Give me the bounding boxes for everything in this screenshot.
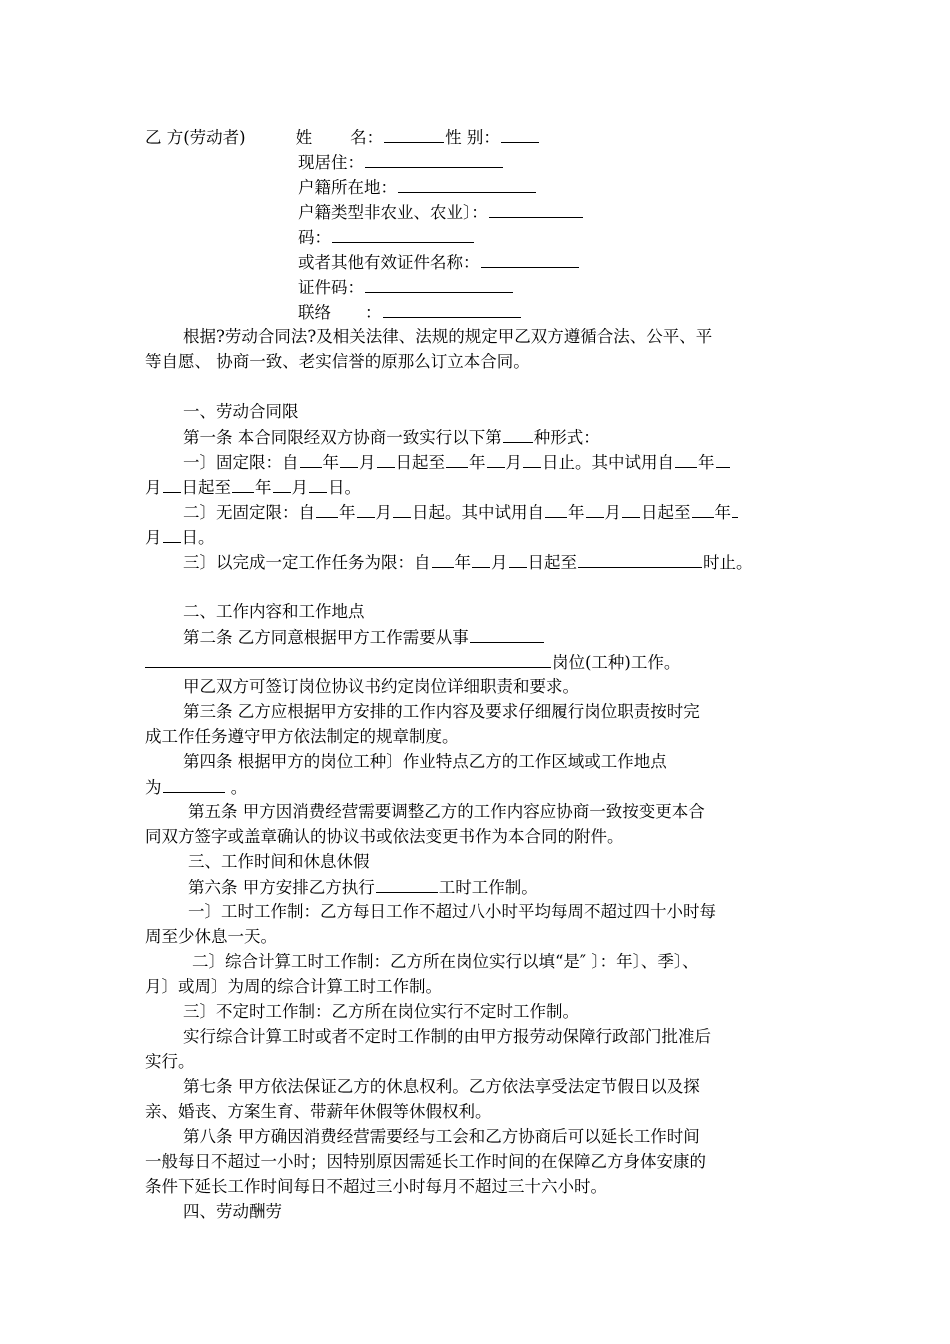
year-text: 年 — [255, 478, 272, 497]
fixed-term-line-1 — [183, 450, 731, 474]
date-blank[interactable] — [393, 500, 411, 518]
day-text: 日起至 — [527, 553, 577, 572]
date-blank[interactable] — [309, 475, 327, 493]
article-2-line-2 — [145, 650, 680, 674]
open-term-label: 二〕无固定限：自 — [183, 503, 315, 522]
other-id-label: 或者其他有效证件名称： — [298, 253, 480, 272]
month-text: 月 — [375, 503, 392, 522]
article-3-line-1: 第三条 乙方应根据甲方安排的工作内容及要求仔细履行岗位职责按时完 — [183, 702, 700, 721]
other-id-blank[interactable] — [481, 250, 579, 268]
month-text: 月 — [505, 453, 522, 472]
agreement-line: 甲乙双方可签订岗位协议书约定岗位详细职责和要求。 — [183, 677, 579, 696]
task-term-line — [183, 550, 753, 574]
date-blank[interactable] — [487, 450, 505, 468]
date-blank[interactable] — [432, 550, 454, 568]
id-code-label: 证件码： — [298, 278, 364, 297]
article-5-line-1: 第五条 甲方因消费经营需要调整乙方的工作内容应协商一致按变更本合 — [188, 802, 705, 821]
flexible-hours-line: 三〕不定时工作制：乙方所在岗位实行不定时工作制。 — [183, 1002, 579, 1021]
date-blank[interactable] — [300, 450, 322, 468]
year-text: 年 — [454, 553, 471, 572]
date-blank[interactable] — [732, 500, 738, 518]
date-blank[interactable] — [340, 450, 358, 468]
date-blank[interactable] — [545, 500, 567, 518]
article-4-text-end: 。 — [225, 778, 248, 797]
standard-hours-line-2: 周至少休息一天。 — [145, 927, 277, 946]
article-4-text: 为 — [145, 778, 162, 797]
date-blank[interactable] — [316, 500, 338, 518]
date-blank[interactable] — [523, 450, 541, 468]
comprehensive-hours-line-1: 二〕综合计算工时工作制：乙方所在岗位实行以填“是″ 〕：年〕、季〕、 — [192, 952, 699, 971]
name-label: 姓 — [295, 128, 313, 147]
approval-line-1: 实行综合计算工时或者不定时工作制的由甲方报劳动保障行政部门批准后 — [183, 1027, 711, 1046]
day-text: 日起至 — [641, 503, 691, 522]
article-2-text-end: 岗位(工种)工作。 — [552, 653, 681, 672]
section-2-heading: 二、工作内容和工作地点 — [183, 602, 365, 621]
code-row — [298, 225, 475, 249]
article-5-line-2: 同双方签字或盖章确认的协议书或依法变更书作为本合同的附件。 — [145, 827, 624, 846]
name-blank[interactable] — [384, 125, 444, 143]
job-blank-2[interactable] — [145, 650, 551, 668]
hukou-place-blank[interactable] — [398, 175, 536, 193]
date-blank[interactable] — [692, 500, 714, 518]
date-blank[interactable] — [377, 450, 395, 468]
date-blank[interactable] — [716, 450, 730, 468]
code-label: 码： — [298, 228, 331, 247]
contact-colon: ： — [365, 303, 382, 322]
year-text: 年 — [322, 453, 339, 472]
residence-label: 现居住： — [298, 153, 364, 172]
article-2-line-1 — [183, 625, 545, 649]
hukou-place-label: 户籍所在地： — [298, 178, 397, 197]
article-1-text-end: 种形式： — [533, 428, 600, 447]
date-blank[interactable] — [446, 450, 468, 468]
section-1-heading: 一、劳动合同限 — [183, 402, 299, 421]
year-text: 年 — [339, 503, 356, 522]
hukou-type-label: 户籍类型非农业、农业〕： — [298, 203, 488, 222]
article-8-line-2: 一般每日不超过一小时；因特别原因需延长工作时间的在保障乙方身体安康的 — [145, 1152, 706, 1171]
article-1-text: 第一条 本合同限经双方协商一致实行以下第 — [183, 428, 502, 447]
gender-label: 性 别： — [445, 128, 500, 147]
month-text: 月 — [359, 453, 376, 472]
year-text: 年 — [469, 453, 486, 472]
open-term-line-1 — [183, 500, 739, 524]
article-8-line-1: 第八条 甲方确因消费经营需要经与工会和乙方协商后可以延长工作时间 — [183, 1127, 700, 1146]
fixed-term-label: 一〕固定限：自 — [183, 453, 299, 472]
day-text: 日。 — [181, 528, 215, 547]
open-term-line-2 — [145, 525, 215, 549]
date-blank[interactable] — [622, 500, 640, 518]
job-blank[interactable] — [470, 625, 544, 643]
gender-blank[interactable] — [501, 125, 539, 143]
article-8-line-3: 条件下延长工作时间每日不超过三小时每月不超过三十六小时。 — [145, 1177, 607, 1196]
date-blank[interactable] — [163, 475, 181, 493]
article-6 — [188, 875, 538, 899]
other-id-row — [298, 250, 580, 274]
task-term-label: 三〕以完成一定工作任务为限：自 — [183, 553, 431, 572]
approval-line-2: 实行。 — [145, 1052, 195, 1071]
fixed-term-line-2 — [145, 475, 361, 499]
month-text: 月 — [145, 478, 162, 497]
contact-row — [298, 300, 522, 324]
hukou-place-row — [298, 175, 537, 199]
month-text: 月 — [604, 503, 621, 522]
party-b-row — [145, 125, 540, 149]
date-blank[interactable] — [509, 550, 527, 568]
day-text: 日止。其中试用自 — [542, 453, 674, 472]
id-code-blank[interactable] — [365, 275, 513, 293]
date-blank[interactable] — [273, 475, 291, 493]
hukou-type-blank[interactable] — [489, 200, 583, 218]
day-text: 日起至 — [181, 478, 231, 497]
section-3-heading: 三、工作时间和休息休假 — [188, 852, 370, 871]
date-blank[interactable] — [586, 500, 604, 518]
month-text: 月 — [291, 478, 308, 497]
date-blank[interactable] — [163, 525, 181, 543]
article-7-line-2: 亲、婚丧、方案生育、带薪年休假等休假权利。 — [145, 1102, 492, 1121]
task-end-text: 时止。 — [703, 553, 753, 572]
year-text: 年 — [714, 503, 731, 522]
residence-blank[interactable] — [365, 150, 503, 168]
party-b-label: 乙 方(劳动者) — [145, 128, 246, 147]
article-2-text: 第二条 乙方同意根据甲方工作需要从事 — [183, 628, 469, 647]
name-label-2: 名： — [350, 128, 384, 147]
work-hours-blank[interactable] — [376, 875, 438, 893]
intro-line-2: 等自愿、 协商一致、老实信誉的原那么订立本合同。 — [145, 352, 530, 371]
article-4-line-2 — [145, 775, 247, 799]
month-text: 月 — [491, 553, 508, 572]
contact-label: 联络 — [298, 303, 331, 322]
day-text: 日。 — [328, 478, 361, 497]
date-blank[interactable] — [357, 500, 375, 518]
residence-row — [298, 150, 504, 174]
article-6-text: 第六条 甲方安排乙方执行 — [188, 878, 375, 897]
day-text: 日起至 — [395, 453, 445, 472]
form-number-blank[interactable] — [503, 425, 533, 443]
hukou-type-row — [298, 200, 584, 224]
article-7-line-1: 第七条 甲方依法保证乙方的休息权利。乙方依法享受法定节假日以及探 — [183, 1077, 700, 1096]
date-blank[interactable] — [675, 450, 697, 468]
comprehensive-hours-line-2: 月〕或周〕为周的综合计算工时工作制。 — [145, 977, 442, 996]
article-6-text-end: 工时工作制。 — [438, 878, 538, 897]
code-blank[interactable] — [332, 225, 474, 243]
task-end-blank[interactable] — [578, 550, 702, 568]
section-4-heading: 四、劳动酬劳 — [183, 1202, 282, 1221]
date-blank[interactable] — [472, 550, 490, 568]
year-text: 年 — [568, 503, 585, 522]
contact-blank[interactable] — [383, 300, 521, 318]
article-1 — [183, 425, 600, 449]
date-blank[interactable] — [232, 475, 254, 493]
id-code-row — [298, 275, 514, 299]
standard-hours-line-1: 一〕工时工作制：乙方每日工作不超过八小时平均每周不超过四十小时每 — [188, 902, 716, 921]
workplace-blank[interactable] — [163, 775, 225, 793]
year-text: 年 — [698, 453, 715, 472]
month-text: 月 — [145, 528, 162, 547]
day-text: 日起。其中试用自 — [412, 503, 544, 522]
article-3-line-2: 成工作任务遵守甲方依法制定的规章制度。 — [145, 727, 459, 746]
article-4-line-1: 第四条 根据甲方的岗位工种〕作业特点乙方的工作区域或工作地点 — [183, 752, 667, 771]
intro-line-1: 根据?劳动合同法?及相关法律、法规的规定甲乙双方遵循合法、公平、平 — [183, 327, 713, 346]
